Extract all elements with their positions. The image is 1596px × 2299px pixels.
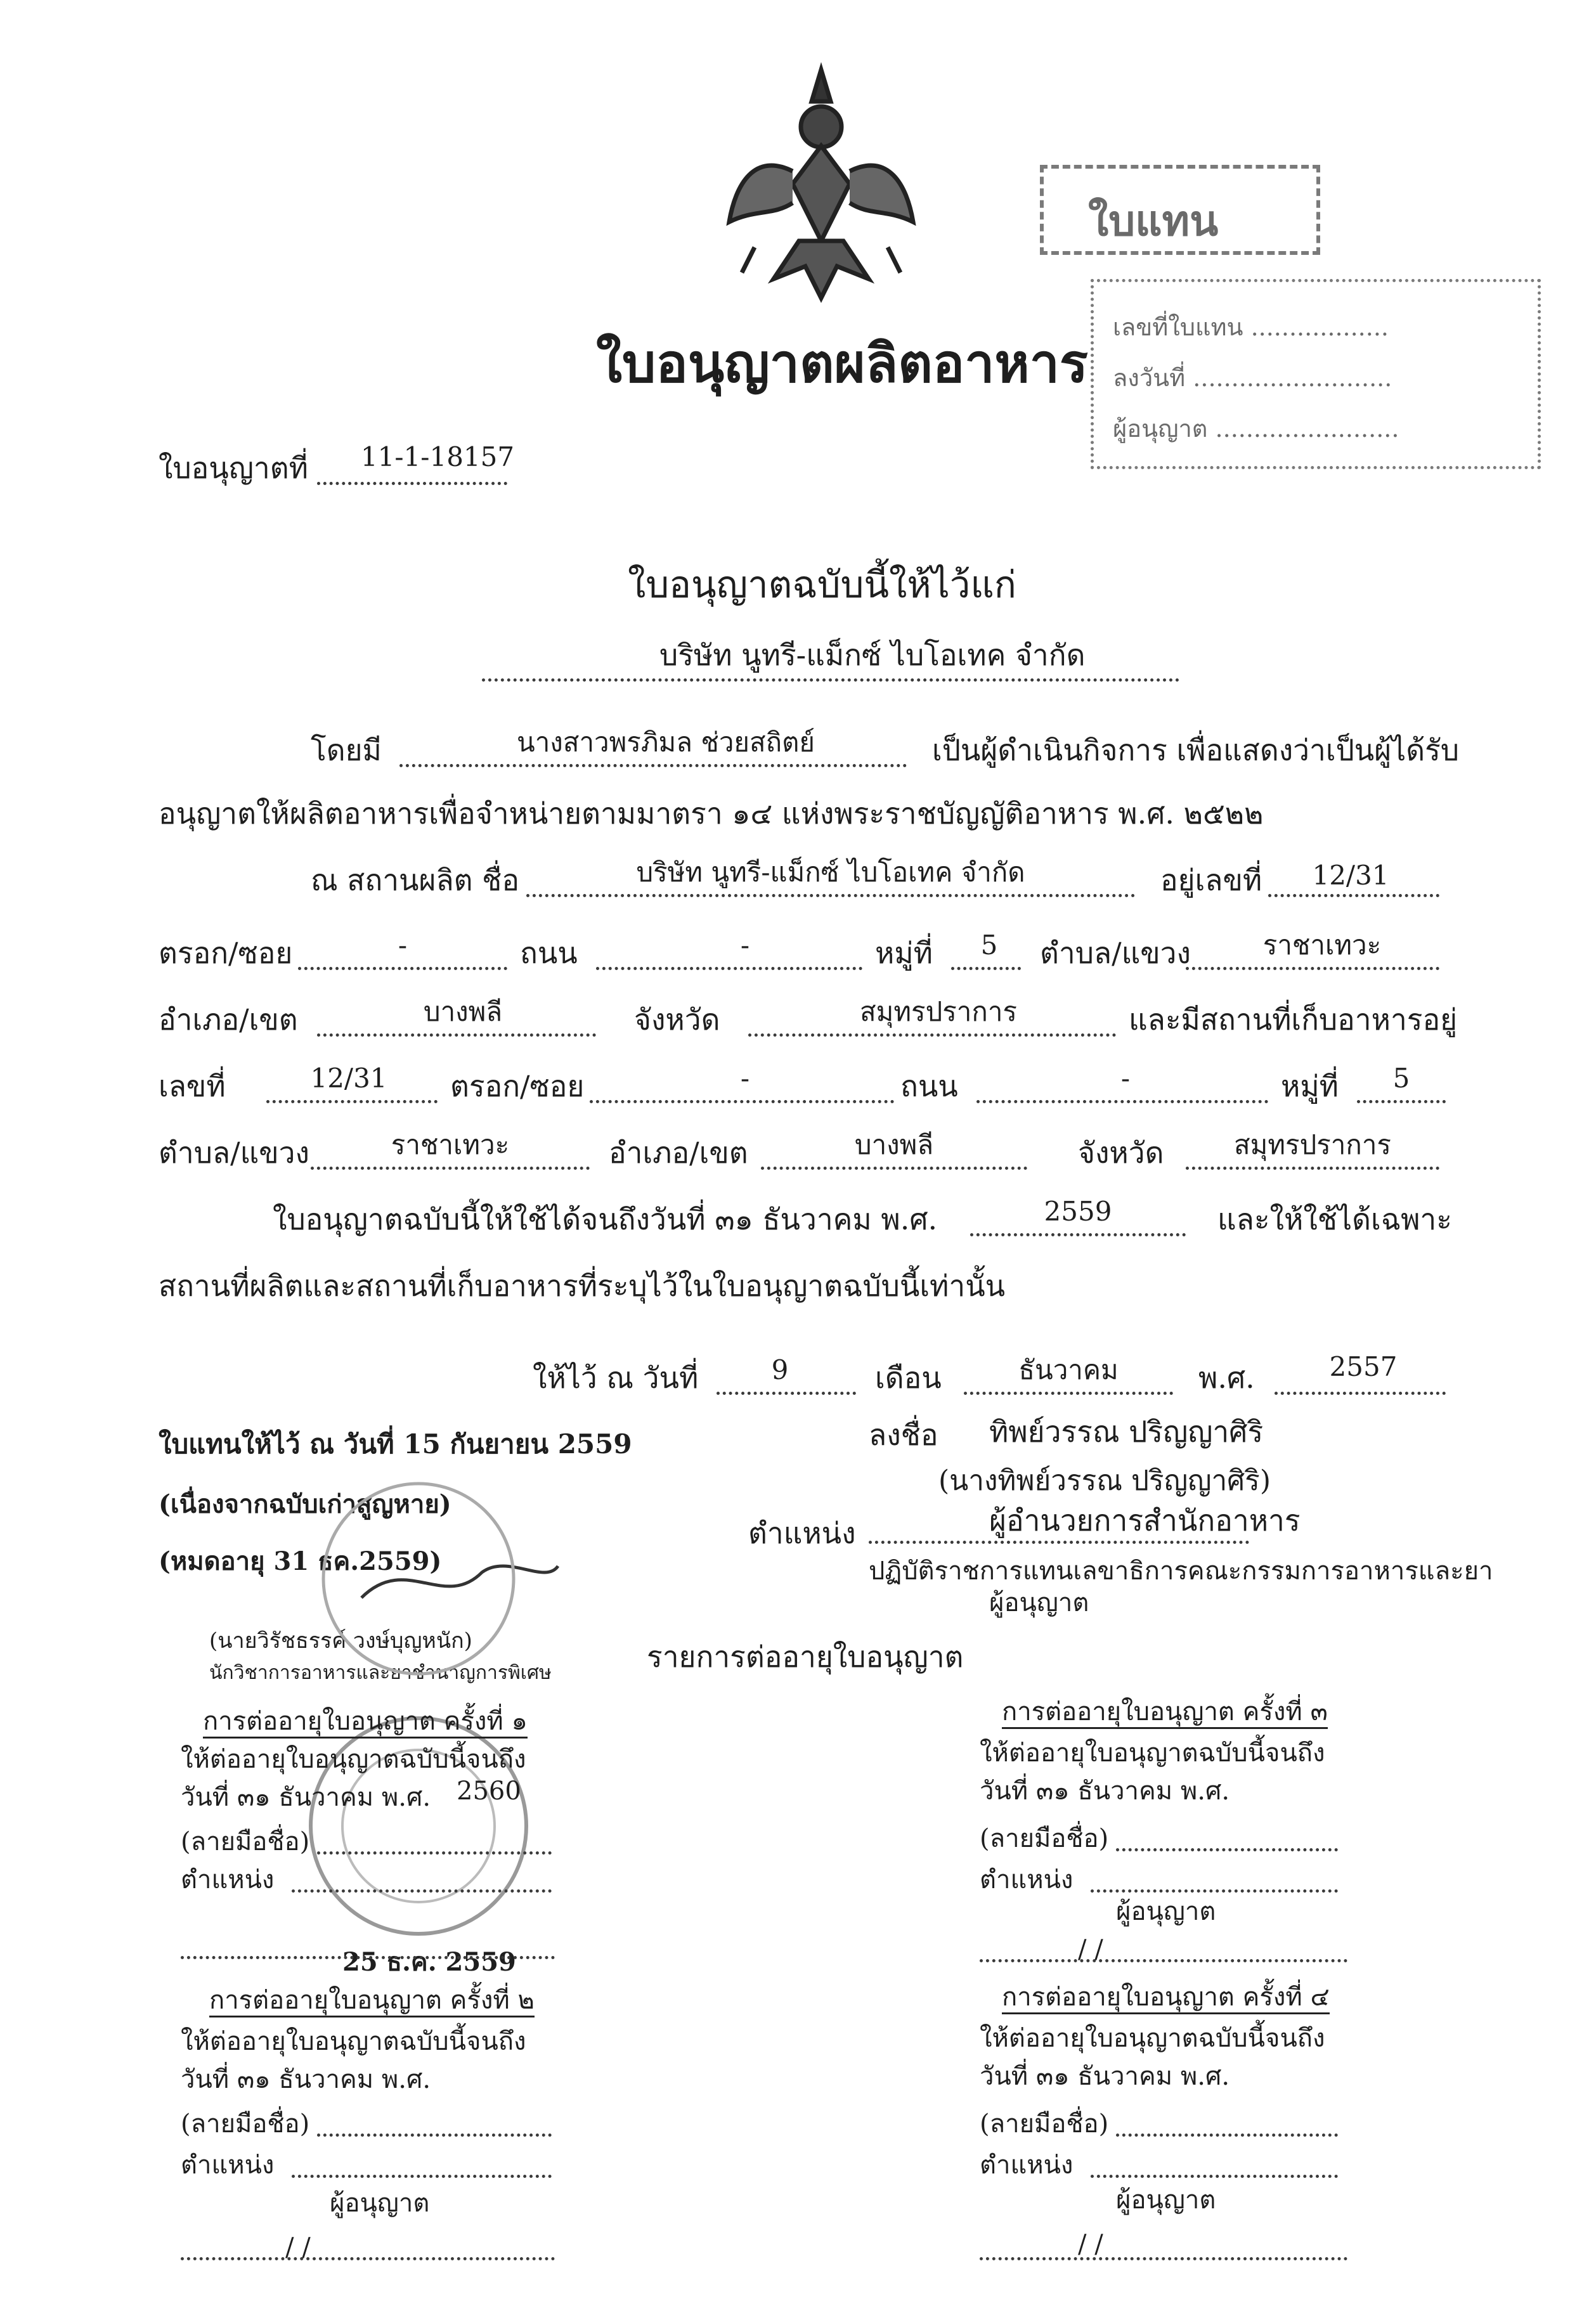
renewal-approver-2: ผู้อนุญาต xyxy=(330,2189,430,2218)
acting-line-1: ปฏิบัติราชการแทนเลขาธิการคณะกรรมการอาหารและยา xyxy=(869,1557,1493,1586)
renewal-line2-3: วันที่ ๓๑ ธันวาคม พ.ศ. xyxy=(980,1777,1230,1806)
renewal-position-2: ตำแหน่ง xyxy=(181,2151,275,2180)
renewal-position-1: ตำแหน่ง xyxy=(181,1865,275,1894)
signed-name: ทิพย์วรรณ ปริญญาศิริ xyxy=(989,1415,1264,1449)
address-no: 12/31 xyxy=(1312,860,1389,891)
storage-subdistrict-label: ตำบล/แขวง xyxy=(159,1136,309,1170)
storage-moo: 5 xyxy=(1392,1063,1410,1094)
by-label: โดยมี xyxy=(311,733,382,767)
license-dotline xyxy=(317,482,507,485)
renewal-sign-4: (ลายมือชื่อ) xyxy=(980,2109,1109,2139)
moo-label: หมู่ที่ xyxy=(875,936,933,970)
replacement-stamp-box xyxy=(1091,279,1541,469)
issued-to-heading: ใบอนุญาตฉบับนี้ให้ไว้แก่ xyxy=(628,563,1016,606)
renewal-position-dotline-2 xyxy=(292,2175,552,2178)
storage-moo-dotline xyxy=(1357,1100,1446,1103)
renewal-date-3: / / xyxy=(1078,1935,1103,1964)
storage-subdistrict-dotline xyxy=(311,1167,590,1170)
storage-road: - xyxy=(1120,1063,1131,1094)
renewal-date-dotline-1 xyxy=(181,1956,555,1959)
storage-road-label: ถนน xyxy=(900,1069,958,1103)
renewal-heading: รายการต่ออายุใบอนุญาต xyxy=(647,1640,964,1674)
renewal-position-4: ตำแหน่ง xyxy=(980,2151,1074,2180)
renewal-position-3: ตำแหน่ง xyxy=(980,1865,1074,1894)
renewal-position-dotline-1 xyxy=(292,1889,552,1893)
moo-dotline xyxy=(951,967,1021,970)
renewal-sign-dotline-4 xyxy=(1116,2134,1338,2137)
replacement-stamp-title xyxy=(1040,165,1320,255)
replacement-line-2: (เนื่องจากฉบับเก่าสูญหาย) xyxy=(159,1489,451,1519)
operator-name: นางสาวพรภิมล ช่วยสถิตย์ xyxy=(517,727,815,758)
renewal-year-1: 2560 xyxy=(457,1777,521,1806)
license-label: ใบอนุญาตที่ xyxy=(159,451,308,485)
renewal-date-dotline-2 xyxy=(181,2257,555,2260)
stamp-title-text: ใบแทน xyxy=(1088,196,1219,245)
subdistrict-label: ตำบล/แขวง xyxy=(1040,936,1191,970)
storage-lane-label: ตรอก/ซอย xyxy=(450,1069,585,1103)
district-label: อำเภอ/เขต xyxy=(159,1002,298,1037)
renewal-approver-3: ผู้อนุญาต xyxy=(1116,1897,1216,1926)
month-label: เดือน xyxy=(875,1361,942,1395)
renewal-sign-dotline-2 xyxy=(317,2134,552,2137)
renewal-line1-4: ให้ต่ออายุใบอนุญาตฉบับนี้จนถึง xyxy=(980,2024,1325,2053)
moo-value: 5 xyxy=(980,929,998,961)
replacement-signer: (นายวิรัชธรรค์ วงษ์บุญหนัก) xyxy=(209,1628,472,1654)
renewal-title-3: การต่ออายุใบอนุญาต ครั้งที่ ๓ xyxy=(1002,1699,1328,1729)
address-no-dotline xyxy=(1268,894,1439,897)
acting-line-2: ผู้อนุญาต xyxy=(989,1588,1089,1617)
renewal-title-4: การต่ออายุใบอนุญาต ครั้งที่ ๔ xyxy=(1002,1985,1330,2014)
position-value: ผู้อำนวยการสำนักอาหาร xyxy=(989,1503,1301,1538)
district-dotline xyxy=(317,1033,596,1037)
given-day: 9 xyxy=(771,1354,789,1385)
renewal-line2-2: วันที่ ๓๑ ธันวาคม พ.ศ. xyxy=(181,2065,431,2094)
document-title: ใบอนุญาตผลิตอาหาร xyxy=(596,332,1089,394)
storage-no-label: เลขที่ xyxy=(159,1069,226,1103)
renewal-title-2: การต่ออายุใบอนุญาต ครั้งที่ ๒ xyxy=(209,1988,535,2017)
valid-year: 2559 xyxy=(1044,1196,1112,1227)
storage-province-dotline xyxy=(1186,1167,1439,1170)
address-no-label: อยู่เลขที่ xyxy=(1160,863,1262,897)
site-dotline xyxy=(526,894,1135,897)
renewal-sign-3: (ลายมือชื่อ) xyxy=(980,1824,1109,1853)
year-label: พ.ศ. xyxy=(1198,1361,1255,1395)
subdistrict-value: ราชาเทวะ xyxy=(1262,929,1382,961)
renewal-position-dotline-3 xyxy=(1091,1889,1338,1893)
replacement-signer-title: นักวิชาการอาหารและยาชำนาญการพิเศษ xyxy=(209,1662,552,1684)
province-value: สมุทรปราการ xyxy=(860,996,1017,1027)
storage-province: สมุทรปราการ xyxy=(1234,1129,1391,1160)
law-text: อนุญาตให้ผลิตอาหารเพื่อจำหน่ายตามมาตรา ๑๔ แห่งพระราชบัญญัติอาหาร พ.ศ. ๒๕๒๒ xyxy=(159,796,1264,831)
position-label: ตำแหน่ง xyxy=(748,1516,856,1550)
storage-lane: - xyxy=(740,1063,750,1094)
lane-dotline xyxy=(298,967,507,970)
renewal-sign-1: (ลายมือชื่อ) xyxy=(181,1827,310,1856)
company-dotline xyxy=(482,678,1179,682)
lane-label: ตรอก/ซอย xyxy=(159,936,293,970)
stamp-box-line-3: ผู้อนุญาต ........................ xyxy=(1113,415,1399,443)
sign-label: ลงชื่อ xyxy=(869,1418,938,1452)
given-month-dotline xyxy=(964,1392,1173,1395)
license-number: 11-1-18157 xyxy=(360,441,515,472)
stamp-box-line-2: ลงวันที่ .......................... xyxy=(1113,364,1392,392)
renewal-date-dotline-4 xyxy=(980,2257,1347,2260)
garuda-emblem-icon xyxy=(717,57,926,311)
storage-no: 12/31 xyxy=(310,1063,387,1094)
site-label: ณ สถานผลิต ชื่อ xyxy=(311,863,519,897)
storage-district: บางพลี xyxy=(854,1129,934,1160)
renewal-line1-1: ให้ต่ออายุใบอนุญาตฉบับนี้จนถึง xyxy=(181,1745,526,1774)
position-dotline xyxy=(869,1541,1249,1544)
storage-subdistrict: ราชาเทวะ xyxy=(391,1129,510,1160)
province-dotline xyxy=(748,1033,1116,1037)
lane-value: - xyxy=(398,929,408,961)
renewal-sign-dotline-3 xyxy=(1116,1848,1338,1851)
company-name: บริษัท นูทรี-แม็กซ์ ไบโอเทค จำกัด xyxy=(659,638,1086,672)
stamp-box-line-1: เลขที่ใบแทน .................. xyxy=(1113,313,1389,341)
renewal-line1-3: ให้ต่ออายุใบอนุญาตฉบับนี้จนถึง xyxy=(980,1739,1325,1768)
valid-year-dotline xyxy=(970,1233,1186,1236)
storage-road-dotline xyxy=(976,1100,1268,1103)
storage-province-label: จังหวัด xyxy=(1078,1136,1164,1170)
renewal-sign-2: (ลายมือชื่อ) xyxy=(181,2109,310,2139)
renewal-line2-4: วันที่ ๓๑ ธันวาคม พ.ศ. xyxy=(980,2062,1230,2091)
renewal-stamp-date-1: 25 ธ.ค. 2559 xyxy=(342,1947,516,1977)
renewal-approver-4: ผู้อนุญาต xyxy=(1116,2186,1216,2215)
operator-suffix: เป็นผู้ดำเนินกิจการ เพื่อแสดงว่าเป็นผู้ได้รับ xyxy=(932,733,1460,767)
operator-dotline xyxy=(399,764,907,767)
renewal-date-2: / / xyxy=(285,2233,311,2262)
district-value: บางพลี xyxy=(423,996,503,1027)
province-label: จังหวัด xyxy=(634,1002,720,1037)
storage-suffix: และมีสถานที่เก็บอาหารอยู่ xyxy=(1129,1002,1458,1037)
given-label: ให้ไว้ ณ วันที่ xyxy=(533,1361,699,1395)
replacement-line-3: (หมดอายุ 31 ธค.2559) xyxy=(159,1546,442,1576)
scope-text: สถานที่ผลิตและสถานที่เก็บอาหารที่ระบุไว้ในใบอนุญาตฉบับนี้เท่านั้น xyxy=(159,1269,1006,1303)
storage-lane-dotline xyxy=(590,1100,894,1103)
valid-suffix: และให้ใช้ได้เฉพาะ xyxy=(1217,1202,1452,1236)
storage-moo-label: หมู่ที่ xyxy=(1281,1069,1339,1103)
given-year: 2557 xyxy=(1329,1351,1398,1382)
storage-no-dotline xyxy=(266,1100,438,1103)
renewal-line2-1: วันที่ ๓๑ ธันวาคม พ.ศ. xyxy=(181,1783,431,1812)
storage-district-label: อำเภอ/เขต xyxy=(609,1136,748,1170)
renewal-title-1: การต่ออายุใบอนุญาต ครั้งที่ ๑ xyxy=(203,1709,528,1739)
signature-name-line: (นางทิพย์วรรณ ปริญญาศิริ) xyxy=(938,1465,1271,1497)
replacement-line-1: ใบแทนให้ไว้ ณ วันที่ 15 กันยายน 2559 xyxy=(159,1428,632,1460)
subdistrict-dotline xyxy=(1186,967,1439,970)
storage-district-dotline xyxy=(761,1167,1027,1170)
given-month: ธันวาคม xyxy=(1018,1354,1119,1385)
road-label: ถนน xyxy=(520,936,578,970)
valid-text: ใบอนุญาตฉบับนี้ให้ใช้ได้จนถึงวันที่ ๓๑ ธันวาคม พ.ศ. xyxy=(273,1202,938,1236)
renewal-sign-dotline-1 xyxy=(317,1851,552,1855)
given-year-dotline xyxy=(1275,1392,1446,1395)
renewal-line1-2: ให้ต่ออายุใบอนุญาตฉบับนี้จนถึง xyxy=(181,2027,526,2056)
road-dotline xyxy=(596,967,862,970)
site-name: บริษัท นูทรี-แม็กซ์ ไบโอเทค จำกัด xyxy=(636,857,1025,888)
renewal-position-dotline-4 xyxy=(1091,2175,1338,2178)
renewal-date-4: / / xyxy=(1078,2230,1103,2259)
given-day-dotline xyxy=(717,1392,856,1395)
renewal-date-dotline-3 xyxy=(980,1959,1347,1962)
road-value: - xyxy=(740,929,750,961)
